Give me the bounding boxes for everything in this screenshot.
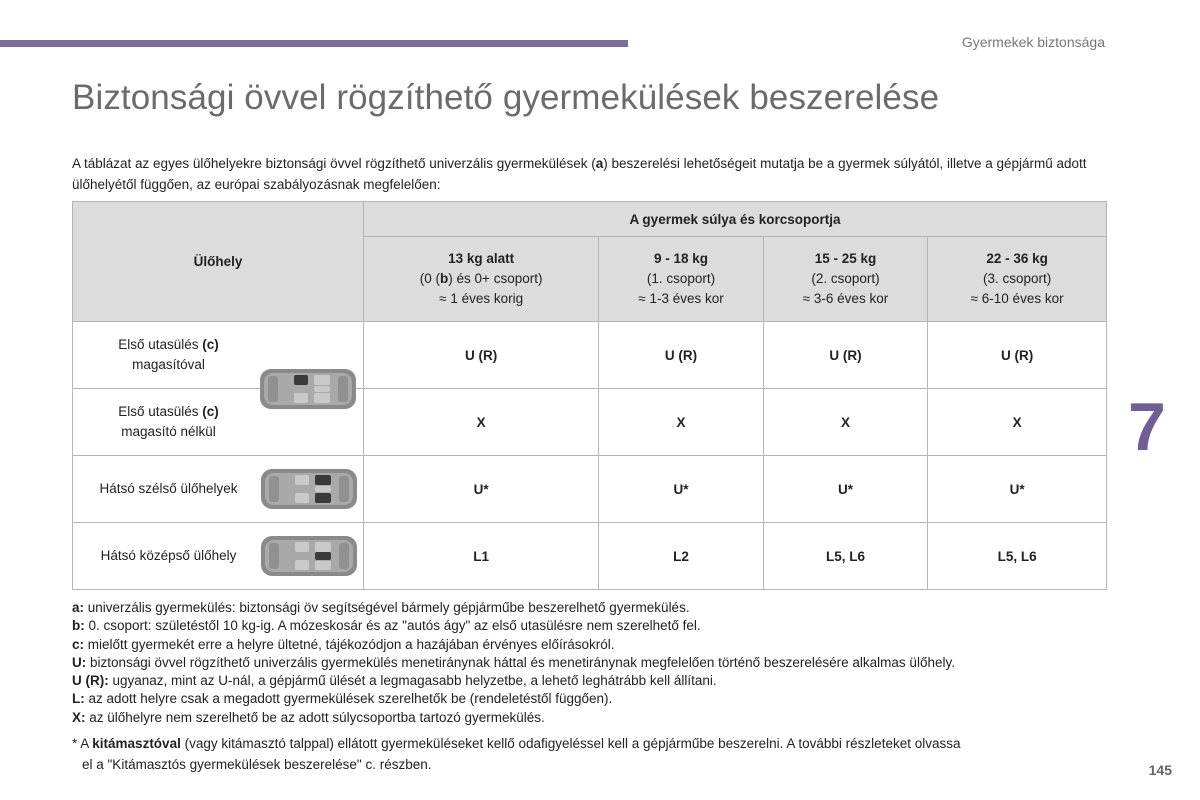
table-cell: X (763, 389, 927, 456)
table-row (73, 456, 1107, 523)
table-cell: X (364, 389, 599, 456)
table-row (73, 389, 1107, 456)
table-cell: U* (599, 456, 763, 523)
legend-item: b: 0. csoport: születéstől 10 kg-ig. A mózeskosár és az "autós ágy" az első utasülésre nem szerelhető fel. (72, 618, 701, 634)
legend-item: L: az adott helyre csak a megadott gyermekülések szerelhetők be (rendeletéstől függően). (72, 691, 613, 707)
table-cell: U* (364, 456, 599, 523)
legend-item: c: mielőtt gyermekét erre a helyre ültetné, tájékozódjon a hazájában érvényes előírásokról. (72, 636, 615, 652)
section-name: Gyermekek biztonsága (961, 34, 1105, 50)
table-cell: U (R) (364, 322, 599, 389)
table-cell: L5, L6 (928, 523, 1107, 590)
legend-item: U (R): ugyanaz, mint az U-nál, a gépjármű ülését a legmagasabb helyzetbe, a lehető leghátrább kell állítani. (72, 673, 717, 689)
weight-column-header: 22 - 36 kg (3. csoport) ≈ 6-10 éves kor (928, 237, 1107, 322)
intro-mark: a (595, 156, 604, 171)
page-title: Biztonsági övvel rögzíthető gyermekülések beszerelése (72, 78, 940, 117)
seat-label: Hátsó szélső ülőhelyek (99, 481, 238, 496)
seat-column-header: Ülőhely (73, 202, 364, 322)
table-cell: X (928, 389, 1107, 456)
car-top-view-rear-outer-seats-icon (259, 466, 359, 512)
header-accent-bar (0, 40, 628, 47)
weight-column-header: 13 kg alatt (0 (b) és 0+ csoport) ≈ 1 éves korig (364, 237, 599, 322)
car-top-view-rear-center-seat-icon (259, 533, 359, 579)
child-seat-table (72, 201, 1107, 590)
table-cell: U (R) (599, 322, 763, 389)
page-number: 145 (1148, 762, 1172, 778)
seat-cell (73, 523, 364, 590)
table-cell: L1 (364, 523, 599, 590)
legend-notes (72, 599, 1122, 727)
seat-label: Első utasülés (c) magasító nélkül (118, 404, 219, 439)
table-row (73, 322, 1107, 389)
table-cell: U* (763, 456, 927, 523)
legend-item: a: univerzális gyermekülés: biztonsági öv segítségével bármely gépjárműbe beszerelhető gyermekülés. (72, 600, 690, 615)
table-cell: U* (928, 456, 1107, 523)
weight-column-header: 15 - 25 kg (2. csoport) ≈ 3-6 éves kor (763, 237, 927, 322)
table-cell: L5, L6 (763, 523, 927, 590)
table-cell: U (R) (928, 322, 1107, 389)
footnote: * A kitámasztóval (vagy kitámasztó talppal) ellátott gyermeküléseket kellő odafigyeléssel kell a gépjárműbe beszerelni. A további részleteket olvassa el a "Kitámasztós gyermekülések beszerelése" c. részben. (72, 736, 961, 772)
legend-item: X: az ülőhelyre nem szerelhető be az adott súlycsoportba tartozó gyermekülés. (72, 709, 545, 725)
seat-cell (73, 456, 364, 523)
car-top-view-front-seat-icon (258, 366, 358, 412)
chapter-number: 7 (1128, 389, 1166, 465)
weight-column-header: 9 - 18 kg (1. csoport) ≈ 1-3 éves kor (599, 237, 763, 322)
weight-group-header: A gyermek súlya és korcsoportja (364, 202, 1107, 237)
table-cell: X (599, 389, 763, 456)
table-row (73, 523, 1107, 590)
legend-item: U: biztonsági övvel rögzíthető univerzális gyermekülés menetiránynak háttal és menetiránynak megfelelően történő beszerelésére alkalmas ülőhely. (72, 654, 955, 670)
table-cell: L2 (599, 523, 763, 590)
table-cell: U (R) (763, 322, 927, 389)
seat-label: Hátsó középső ülőhely (100, 548, 237, 563)
intro-paragraph: A táblázat az egyes ülőhelyekre biztonsági övvel rögzíthető univerzális gyermekülések (a) beszerelési lehetőségeit mutatja be a gyermek súlyától, illetve a gépjármű adott ülőhelyétől függően, az európai szabályozásnak megfelelően: (72, 156, 1087, 192)
seat-label: Első utasülés (c) magasítóval (118, 337, 219, 372)
